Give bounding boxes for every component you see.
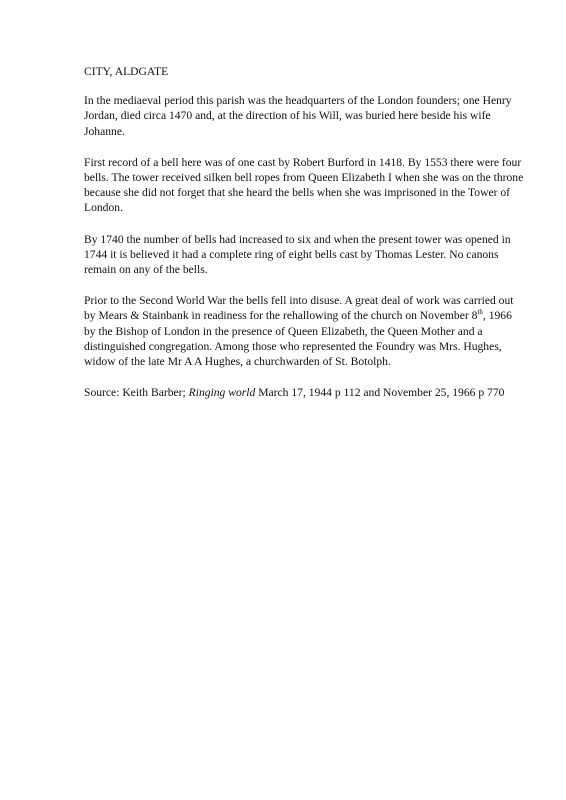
rehallowing-text-start: Prior to the Second World War the bells fell into disuse. A great deal of work was carried out by Mears & Stainbank in readiness for the rehallowing of the church on November 8 xyxy=(84,294,514,323)
document-heading: CITY, ALDGATE xyxy=(84,65,169,78)
source-publication-title: Ringing world xyxy=(188,386,256,400)
ordinal-suffix: th xyxy=(477,308,483,317)
source-citation xyxy=(84,385,524,400)
rehallowing-text-end: , 1966 by the Bishop of London in the presence of Queen Elizabeth, the Queen Mother and a distinguished congregation. Among those who represented the Foundry was Mrs. Hughes, widow of the late Mr A A Hughes, a churchwarden of St. Botolph. xyxy=(84,309,512,369)
source-details: March 17, 1944 p 112 and November 25, 1966 p 770 xyxy=(255,386,505,400)
paragraph-bells-1740: By 1740 the number of bells had increased to six and when the present tower was opened in 1744 it is believed it had a complete ring of eight bells cast by Thomas Lester. No canons remain on any of the bells. xyxy=(84,232,511,277)
paragraph-rehallowing xyxy=(84,293,524,369)
paragraph-founders: In the mediaeval period this parish was the headquarters of the London founders; one Henry Jordan, died circa 1470 and, at the direction of his Will, was buried here beside his wife Johanne. xyxy=(84,94,512,138)
document-body xyxy=(84,64,524,416)
paragraph-first-record: First record of a bell here was of one cast by Robert Burford in 1418. By 1553 there were four bells. The tower received silken bell ropes from Queen Elizabeth I when she was on the throne because she did not forget that she heard the bells when she was imprisoned in the Tower of London. xyxy=(84,155,524,215)
source-prefix: Source: Keith Barber; xyxy=(84,386,189,400)
